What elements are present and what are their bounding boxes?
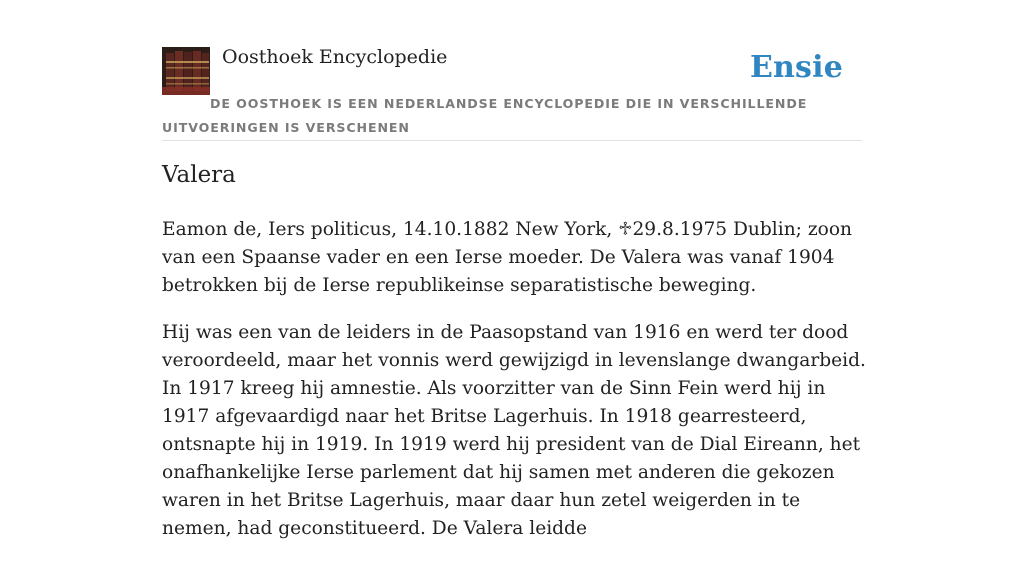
article-title: Valera bbox=[162, 162, 236, 188]
site-name[interactable]: Oosthoek Encyclopedie bbox=[222, 46, 448, 68]
encyclopedia-books-icon[interactable] bbox=[162, 47, 210, 95]
article-paragraph: Hij was een van de leiders in de Paasopstand van 1916 en werd ter dood veroordeeld, maar het vonnis werd gewijzigd in levenslange dwangarbeid. In 1917 kreeg hij amnestie. Als voorzitter van de Sinn Fein werd hij in 1917 afgevaardigd naar het Britse Lagerhuis. In 1918 gearresteerd, ontsnapte hij in 1919. In 1919 werd hij president van de Dial Eireann, het onafhankelijke Ierse parlement dat hij samen met anderen die gekozen waren in het Britse Lagerhuis, maar daar hun zetel weigerden in te nemen, had geconstitueerd. De Valera leidde bbox=[162, 322, 866, 539]
site-tagline: DE OOSTHOEK IS EEN NEDERLANDSE ENCYCLOPEDIE DIE IN VERSCHILLENDE UITVOERINGEN IS VERSCHENEN bbox=[162, 96, 808, 135]
brand-logo[interactable]: Ensie bbox=[749, 50, 843, 85]
article-body bbox=[162, 216, 872, 562]
article-paragraph: Eamon de, Iers politicus, 14.10.1882 New York, ♱29.8.1975 Dublin; zoon van een Spaanse vader en een Ierse moeder. De Valera was vanaf 1904 betrokken bij de Ierse republikeinse separatistische beweging. bbox=[162, 219, 853, 296]
page-container bbox=[162, 0, 866, 539]
site-header bbox=[162, 0, 862, 141]
